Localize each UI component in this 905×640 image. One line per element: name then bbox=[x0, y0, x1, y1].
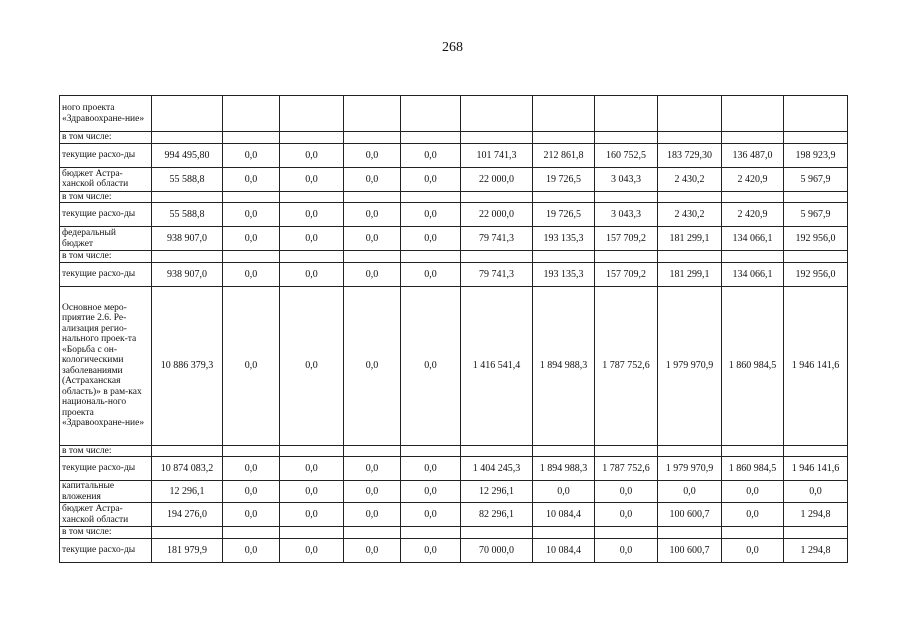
value-cell bbox=[533, 445, 595, 457]
budget-table bbox=[59, 95, 848, 563]
value-cell: 192 956,0 bbox=[784, 262, 848, 286]
value-cell: 1 979 970,9 bbox=[658, 286, 722, 445]
value-cell: 0,0 bbox=[533, 481, 595, 503]
value-cell bbox=[461, 445, 533, 457]
value-cell: 192 956,0 bbox=[784, 227, 848, 251]
table-row bbox=[60, 286, 848, 445]
value-cell bbox=[722, 445, 784, 457]
row-label: в том числе: bbox=[60, 191, 152, 203]
value-cell: 1 894 988,3 bbox=[533, 457, 595, 481]
value-cell bbox=[722, 251, 784, 263]
value-cell: 0,0 bbox=[223, 503, 280, 527]
value-cell: 0,0 bbox=[784, 481, 848, 503]
value-cell: 5 967,9 bbox=[784, 203, 848, 227]
value-cell bbox=[223, 251, 280, 263]
value-cell bbox=[401, 96, 461, 132]
value-cell bbox=[658, 251, 722, 263]
value-cell: 134 066,1 bbox=[722, 227, 784, 251]
value-cell: 0,0 bbox=[344, 457, 401, 481]
table-row bbox=[60, 132, 848, 144]
value-cell: 181 299,1 bbox=[658, 262, 722, 286]
value-cell: 12 296,1 bbox=[152, 481, 223, 503]
value-cell: 0,0 bbox=[280, 167, 344, 191]
value-cell: 0,0 bbox=[280, 203, 344, 227]
value-cell bbox=[344, 445, 401, 457]
value-cell: 157 709,2 bbox=[595, 262, 658, 286]
value-cell: 10 084,4 bbox=[533, 538, 595, 562]
row-label: капитальные вложения bbox=[60, 481, 152, 503]
value-cell: 1 294,8 bbox=[784, 538, 848, 562]
value-cell: 0,0 bbox=[280, 538, 344, 562]
value-cell bbox=[223, 445, 280, 457]
value-cell: 1 946 141,6 bbox=[784, 286, 848, 445]
value-cell: 101 741,3 bbox=[461, 143, 533, 167]
row-label: в том числе: bbox=[60, 132, 152, 144]
value-cell: 0,0 bbox=[280, 457, 344, 481]
value-cell bbox=[344, 527, 401, 539]
value-cell: 2 420,9 bbox=[722, 167, 784, 191]
value-cell: 0,0 bbox=[401, 286, 461, 445]
table-row bbox=[60, 445, 848, 457]
value-cell: 0,0 bbox=[401, 203, 461, 227]
row-label: текущие расхо-ды bbox=[60, 203, 152, 227]
value-cell bbox=[595, 527, 658, 539]
value-cell bbox=[223, 132, 280, 144]
value-cell bbox=[344, 251, 401, 263]
value-cell: 0,0 bbox=[223, 167, 280, 191]
value-cell bbox=[280, 132, 344, 144]
value-cell bbox=[784, 191, 848, 203]
value-cell: 0,0 bbox=[595, 538, 658, 562]
value-cell bbox=[784, 132, 848, 144]
value-cell bbox=[658, 96, 722, 132]
value-cell: 2 430,2 bbox=[658, 167, 722, 191]
value-cell bbox=[401, 191, 461, 203]
value-cell bbox=[722, 191, 784, 203]
value-cell: 100 600,7 bbox=[658, 538, 722, 562]
value-cell: 0,0 bbox=[658, 481, 722, 503]
value-cell: 0,0 bbox=[344, 227, 401, 251]
value-cell bbox=[784, 251, 848, 263]
row-label: текущие расхо-ды bbox=[60, 262, 152, 286]
value-cell: 0,0 bbox=[401, 538, 461, 562]
value-cell: 0,0 bbox=[595, 481, 658, 503]
row-label: в том числе: bbox=[60, 251, 152, 263]
value-cell: 193 135,3 bbox=[533, 227, 595, 251]
row-label: в том числе: bbox=[60, 445, 152, 457]
value-cell bbox=[533, 132, 595, 144]
value-cell: 82 296,1 bbox=[461, 503, 533, 527]
value-cell: 1 294,8 bbox=[784, 503, 848, 527]
value-cell: 1 979 970,9 bbox=[658, 457, 722, 481]
value-cell: 0,0 bbox=[223, 227, 280, 251]
value-cell bbox=[595, 191, 658, 203]
value-cell bbox=[658, 132, 722, 144]
value-cell bbox=[152, 251, 223, 263]
value-cell: 10 886 379,3 bbox=[152, 286, 223, 445]
value-cell bbox=[658, 445, 722, 457]
value-cell: 0,0 bbox=[722, 481, 784, 503]
value-cell: 22 000,0 bbox=[461, 167, 533, 191]
value-cell: 0,0 bbox=[280, 481, 344, 503]
row-label: в том числе: bbox=[60, 527, 152, 539]
value-cell: 0,0 bbox=[344, 262, 401, 286]
value-cell bbox=[658, 527, 722, 539]
value-cell bbox=[533, 191, 595, 203]
value-cell bbox=[280, 191, 344, 203]
value-cell bbox=[461, 96, 533, 132]
value-cell: 12 296,1 bbox=[461, 481, 533, 503]
value-cell: 0,0 bbox=[223, 262, 280, 286]
row-label: Основное меро-приятие 2.6. Ре-ализация регио-нального проек-та «Борьба с он-кологическими заболеваниями (Астраханская область)» в рам-ках националь-ного проекта «Здравоохране-ние» bbox=[60, 286, 152, 445]
value-cell bbox=[152, 527, 223, 539]
value-cell bbox=[722, 132, 784, 144]
table-row bbox=[60, 143, 848, 167]
value-cell: 1 860 984,5 bbox=[722, 457, 784, 481]
value-cell bbox=[344, 96, 401, 132]
value-cell bbox=[152, 132, 223, 144]
value-cell: 0,0 bbox=[223, 538, 280, 562]
table-row bbox=[60, 203, 848, 227]
value-cell bbox=[280, 251, 344, 263]
value-cell: 194 276,0 bbox=[152, 503, 223, 527]
value-cell: 1 860 984,5 bbox=[722, 286, 784, 445]
value-cell: 0,0 bbox=[344, 203, 401, 227]
value-cell: 19 726,5 bbox=[533, 203, 595, 227]
value-cell bbox=[152, 96, 223, 132]
row-label: текущие расхо-ды bbox=[60, 538, 152, 562]
value-cell: 0,0 bbox=[401, 457, 461, 481]
table-row bbox=[60, 191, 848, 203]
value-cell: 0,0 bbox=[223, 481, 280, 503]
value-cell bbox=[533, 251, 595, 263]
value-cell: 0,0 bbox=[280, 227, 344, 251]
value-cell: 212 861,8 bbox=[533, 143, 595, 167]
page-number: 268 bbox=[442, 40, 463, 55]
value-cell: 183 729,30 bbox=[658, 143, 722, 167]
value-cell bbox=[784, 445, 848, 457]
value-cell: 0,0 bbox=[280, 143, 344, 167]
value-cell bbox=[344, 132, 401, 144]
value-cell bbox=[280, 96, 344, 132]
table-row bbox=[60, 503, 848, 527]
value-cell: 994 495,80 bbox=[152, 143, 223, 167]
value-cell: 55 588,8 bbox=[152, 203, 223, 227]
value-cell bbox=[344, 191, 401, 203]
value-cell bbox=[223, 527, 280, 539]
value-cell: 22 000,0 bbox=[461, 203, 533, 227]
value-cell: 938 907,0 bbox=[152, 227, 223, 251]
value-cell: 157 709,2 bbox=[595, 227, 658, 251]
value-cell: 0,0 bbox=[344, 481, 401, 503]
value-cell: 0,0 bbox=[722, 503, 784, 527]
value-cell: 3 043,3 bbox=[595, 167, 658, 191]
value-cell: 134 066,1 bbox=[722, 262, 784, 286]
value-cell: 938 907,0 bbox=[152, 262, 223, 286]
value-cell bbox=[152, 445, 223, 457]
value-cell: 193 135,3 bbox=[533, 262, 595, 286]
value-cell: 0,0 bbox=[280, 503, 344, 527]
value-cell: 0,0 bbox=[722, 538, 784, 562]
value-cell: 19 726,5 bbox=[533, 167, 595, 191]
value-cell: 2 420,9 bbox=[722, 203, 784, 227]
value-cell: 0,0 bbox=[223, 143, 280, 167]
value-cell: 0,0 bbox=[595, 503, 658, 527]
value-cell: 181 299,1 bbox=[658, 227, 722, 251]
row-label: ного проекта «Здравоохране-ние» bbox=[60, 96, 152, 132]
value-cell bbox=[595, 132, 658, 144]
row-label: федеральный бюджет bbox=[60, 227, 152, 251]
value-cell: 10 084,4 bbox=[533, 503, 595, 527]
table-row bbox=[60, 227, 848, 251]
value-cell: 3 043,3 bbox=[595, 203, 658, 227]
table-row bbox=[60, 262, 848, 286]
value-cell: 0,0 bbox=[223, 286, 280, 445]
value-cell: 160 752,5 bbox=[595, 143, 658, 167]
value-cell: 0,0 bbox=[344, 538, 401, 562]
value-cell: 1 416 541,4 bbox=[461, 286, 533, 445]
value-cell: 0,0 bbox=[280, 262, 344, 286]
value-cell: 1 946 141,6 bbox=[784, 457, 848, 481]
value-cell: 0,0 bbox=[401, 503, 461, 527]
value-cell: 79 741,3 bbox=[461, 262, 533, 286]
value-cell: 1 787 752,6 bbox=[595, 457, 658, 481]
table-row bbox=[60, 538, 848, 562]
row-label: бюджет Астра-ханской области bbox=[60, 503, 152, 527]
value-cell bbox=[401, 251, 461, 263]
value-cell bbox=[784, 96, 848, 132]
value-cell: 198 923,9 bbox=[784, 143, 848, 167]
table-row bbox=[60, 96, 848, 132]
value-cell bbox=[280, 527, 344, 539]
value-cell: 136 487,0 bbox=[722, 143, 784, 167]
value-cell: 0,0 bbox=[401, 481, 461, 503]
table-row bbox=[60, 481, 848, 503]
value-cell: 0,0 bbox=[401, 143, 461, 167]
value-cell bbox=[461, 132, 533, 144]
value-cell: 0,0 bbox=[344, 503, 401, 527]
value-cell: 1 404 245,3 bbox=[461, 457, 533, 481]
value-cell: 181 979,9 bbox=[152, 538, 223, 562]
value-cell: 1 787 752,6 bbox=[595, 286, 658, 445]
value-cell bbox=[595, 445, 658, 457]
value-cell: 55 588,8 bbox=[152, 167, 223, 191]
value-cell: 0,0 bbox=[280, 286, 344, 445]
value-cell: 0,0 bbox=[344, 143, 401, 167]
value-cell bbox=[461, 191, 533, 203]
value-cell bbox=[223, 191, 280, 203]
table-row bbox=[60, 167, 848, 191]
value-cell: 5 967,9 bbox=[784, 167, 848, 191]
value-cell bbox=[152, 191, 223, 203]
value-cell bbox=[401, 527, 461, 539]
value-cell: 0,0 bbox=[223, 203, 280, 227]
row-label: текущие расхо-ды bbox=[60, 143, 152, 167]
value-cell bbox=[784, 527, 848, 539]
value-cell bbox=[658, 191, 722, 203]
value-cell: 0,0 bbox=[401, 262, 461, 286]
value-cell bbox=[533, 96, 595, 132]
value-cell bbox=[401, 132, 461, 144]
value-cell: 79 741,3 bbox=[461, 227, 533, 251]
value-cell bbox=[223, 96, 280, 132]
value-cell: 100 600,7 bbox=[658, 503, 722, 527]
value-cell: 0,0 bbox=[401, 167, 461, 191]
table-row bbox=[60, 527, 848, 539]
value-cell: 70 000,0 bbox=[461, 538, 533, 562]
table-row bbox=[60, 457, 848, 481]
value-cell bbox=[595, 96, 658, 132]
value-cell: 2 430,2 bbox=[658, 203, 722, 227]
value-cell bbox=[722, 527, 784, 539]
table-row bbox=[60, 251, 848, 263]
row-label: текущие расхо-ды bbox=[60, 457, 152, 481]
value-cell: 0,0 bbox=[344, 167, 401, 191]
value-cell bbox=[461, 527, 533, 539]
value-cell bbox=[280, 445, 344, 457]
value-cell bbox=[461, 251, 533, 263]
value-cell: 10 874 083,2 bbox=[152, 457, 223, 481]
value-cell bbox=[401, 445, 461, 457]
value-cell bbox=[533, 527, 595, 539]
value-cell: 1 894 988,3 bbox=[533, 286, 595, 445]
value-cell: 0,0 bbox=[344, 286, 401, 445]
row-label: бюджет Астра-ханской области bbox=[60, 167, 152, 191]
value-cell bbox=[722, 96, 784, 132]
value-cell: 0,0 bbox=[223, 457, 280, 481]
value-cell: 0,0 bbox=[401, 227, 461, 251]
value-cell bbox=[595, 251, 658, 263]
